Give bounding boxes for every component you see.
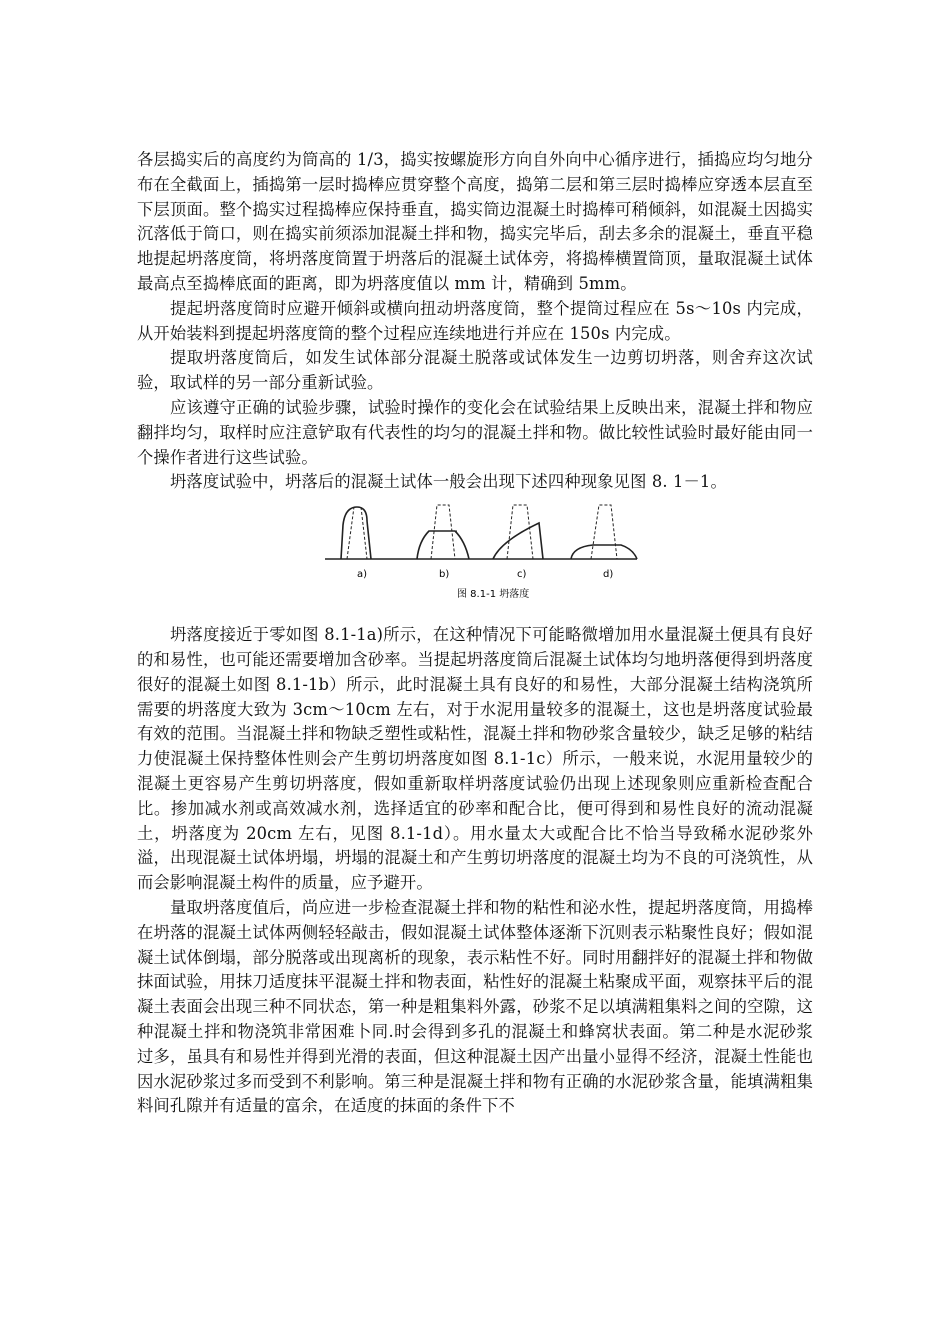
figure-caption: 图 8.1-1 坍落度 xyxy=(457,589,530,601)
figure-label-c: c) xyxy=(517,569,527,581)
figure-label-d: d) xyxy=(603,569,614,581)
paragraph-slump-cases: 坍落度接近于零如图 8.1-1a)所示，在这种情况下可能略微增加用水量混凝土便具有良好的和易性，也可能还需要增加含砂率。当提起坍落度筒后混凝土试体均匀地坍落便得到坍落度很好的混凝土如图 8.1-1b）所示，此时混凝土具有良好的和易性，大部分混凝土结构浇筑所需要的坍落度大致为 3cm～10cm 左右，对于水泥用量较多的混凝土，这也是坍落度试验最有效的范围。当混凝土拌和物缺乏塑性或粘性，混凝土拌和物砂浆含量较少，缺乏足够的粘结力使混凝土保持整体性则会产生剪切坍落度如图 8.1-1c）所示，一般来说，水泥用量较少的混凝土更容易产生剪切坍落度，假如重新取样坍落度试验仍出现上述现象则应重新检查配合比。掺加减水剂或高效减水剂，选择适宜的砂率和配合比，便可得到和易性良好的流动混凝土，坍落度为 20cm 左右，见图 8.1-1d）。用水量太大或配合比不恰当导致稀水泥砂浆外溢，出现混凝土试体坍塌，坍塌的混凝土和产生剪切坍落度的混凝土均为不良的可浇筑性，从而会影响混凝土构件的质量，应予避开。 xyxy=(137,625,813,893)
paragraph-four-phenomena: 坍落度试验中，坍落后的混凝土试体一般会出现下述四种现象见图 8. 1－1。 xyxy=(170,472,727,492)
slump-figure xyxy=(137,495,813,623)
slump-shape-c xyxy=(493,505,543,559)
figure-label-a: a) xyxy=(357,569,368,581)
slump-diagram xyxy=(321,501,641,601)
slump-shape-a xyxy=(341,507,371,559)
paragraph-lifting-cone: 提起坍落度筒时应避开倾斜或横向扭动坍落度筒，整个提筒过程应在 5s～10s 内完成，从开始装料到提起坍落度筒的整个过程应连续地进行并应在 150s 内完成。 xyxy=(137,298,813,343)
paragraph-shear-slump: 提取坍落度筒后，如发生试体部分混凝土脱落或试体发生一边剪切坍落，则舍弃这次试验，取试样的另一部分重新试验。 xyxy=(137,348,813,393)
figure-label-b: b) xyxy=(439,569,450,581)
paragraph-procedure: 应该遵守正确的试验步骤，试验时操作的变化会在试验结果上反映出来，混凝土拌和物应翻拌均匀，取样时应注意铲取有代表性的均匀的混凝土拌和物。做比较性试验时最好能由同一个操作者进行这些试验。 xyxy=(137,397,813,467)
slump-shape-b xyxy=(417,505,469,559)
document-page xyxy=(137,148,813,1119)
paragraph-cohesion-check: 量取坍落度值后，尚应进一步检查混凝土拌和物的粘性和泌水性，提起坍落度筒，用捣棒在坍落的混凝土试体两侧轻轻敲击，假如混凝土试体整体逐渐下沉则表示粘聚性良好；假如混凝土试体倒塌，部分脱落或出现离析的现象，表示粘性不好。同时用翻拌好的混凝土拌和物做抹面试验，用抹刀适度抹平混凝土拌和物表面，粘性好的混凝土粘聚成平面，观察抹平后的混凝土表面会出现三种不同状态，第一种是粗集料外露，砂浆不足以填满粗集料之间的空隙，这种混凝土拌和物浇筑非常困难卜同.时会得到多孔的混凝土和蜂窝状表面。第二种是水泥砂浆过多，虽具有和易性并得到光滑的表面，但这种混凝土因产出量小显得不经济，混凝土性能也因水泥砂浆过多而受到不利影响。第三种是混凝土拌和物有正确的水泥砂浆含量，能填满粗集料间孔隙并有适量的富余，在适度的抹面的条件下不 xyxy=(137,897,813,1116)
slump-shape-d xyxy=(571,505,637,559)
paragraph-compaction: 各层捣实后的高度约为筒高的 1/3，捣实按螺旋形方向自外向中心循序进行，插捣应均匀地分布在全截面上，插捣第一层时捣棒应贯穿整个高度，捣第二层和第三层时捣棒应穿透本层直至下层顶面。整个捣实过程捣棒应保持垂直，捣实筒边混凝土时捣棒可稍倾斜，如混凝土因捣实沉落低于筒口，则在捣实前须添加混凝土拌和物，捣实完毕后，刮去多余的混凝土，垂直平稳地提起坍落度筒，将坍落度筒置于坍落后的混凝土试体旁，将捣棒横置筒顶，量取混凝土试体最高点至捣棒底面的距离，即为坍落度值以 mm 计，精确到 5mm。 xyxy=(137,150,813,293)
